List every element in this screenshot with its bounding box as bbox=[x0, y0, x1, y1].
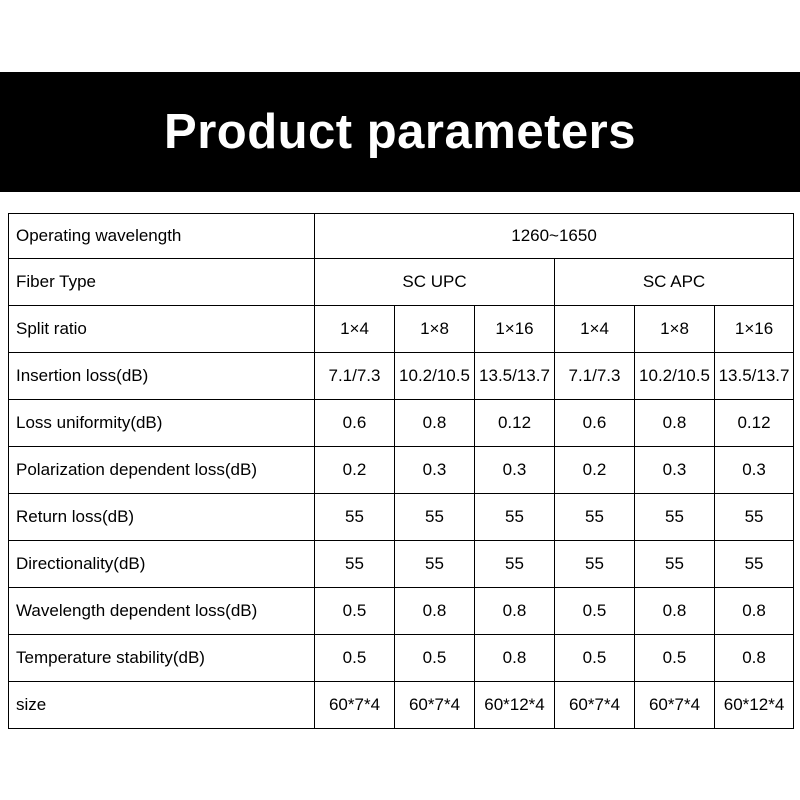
row-label: Split ratio bbox=[9, 306, 315, 353]
table-cell: 60*7*4 bbox=[555, 682, 635, 729]
table-cell: 60*12*4 bbox=[475, 682, 555, 729]
row-label: Loss uniformity(dB) bbox=[9, 400, 315, 447]
parameters-table bbox=[8, 213, 794, 729]
table-cell: 1×8 bbox=[395, 306, 475, 353]
row-label: Polarization dependent loss(dB) bbox=[9, 447, 315, 494]
table-cell: 10.2/10.5 bbox=[395, 353, 475, 400]
table-cell: 0.8 bbox=[635, 588, 715, 635]
table-cell: 0.8 bbox=[635, 400, 715, 447]
table-row bbox=[9, 353, 794, 400]
table-cell: 55 bbox=[395, 541, 475, 588]
table-row-fiber-type bbox=[9, 259, 794, 306]
table-row bbox=[9, 682, 794, 729]
table-cell: 0.8 bbox=[715, 588, 794, 635]
table-row bbox=[9, 588, 794, 635]
row-label: Insertion loss(dB) bbox=[9, 353, 315, 400]
table-cell: 55 bbox=[715, 541, 794, 588]
row-label: Return loss(dB) bbox=[9, 494, 315, 541]
table-cell: 7.1/7.3 bbox=[555, 353, 635, 400]
table-cell: 0.5 bbox=[555, 635, 635, 682]
table-cell: 55 bbox=[315, 494, 395, 541]
table-row bbox=[9, 400, 794, 447]
table-cell: 13.5/13.7 bbox=[715, 353, 794, 400]
table-cell: 0.5 bbox=[635, 635, 715, 682]
table-row bbox=[9, 447, 794, 494]
table-cell: 13.5/13.7 bbox=[475, 353, 555, 400]
table-cell: 55 bbox=[475, 541, 555, 588]
table-cell: 0.3 bbox=[715, 447, 794, 494]
table-cell: 1×4 bbox=[315, 306, 395, 353]
row-label: Directionality(dB) bbox=[9, 541, 315, 588]
table-cell: 55 bbox=[555, 494, 635, 541]
table-cell: 60*12*4 bbox=[715, 682, 794, 729]
table-cell: 0.8 bbox=[475, 588, 555, 635]
table-cell: 0.8 bbox=[395, 400, 475, 447]
table-cell: 0.12 bbox=[715, 400, 794, 447]
table-cell: 0.6 bbox=[555, 400, 635, 447]
table-cell: 0.3 bbox=[635, 447, 715, 494]
table-cell: 1×16 bbox=[475, 306, 555, 353]
table-cell: 60*7*4 bbox=[315, 682, 395, 729]
fiber-group-apc: SC APC bbox=[555, 259, 794, 306]
row-label: size bbox=[9, 682, 315, 729]
table-cell: 0.12 bbox=[475, 400, 555, 447]
title-banner bbox=[0, 72, 800, 192]
table-cell: 0.2 bbox=[555, 447, 635, 494]
table-cell: 0.5 bbox=[315, 588, 395, 635]
table-cell: 10.2/10.5 bbox=[635, 353, 715, 400]
table-cell: 60*7*4 bbox=[395, 682, 475, 729]
table-cell: 55 bbox=[715, 494, 794, 541]
table-cell: 55 bbox=[475, 494, 555, 541]
table-cell: 60*7*4 bbox=[635, 682, 715, 729]
table-cell: 55 bbox=[315, 541, 395, 588]
wavelength-value: 1260~1650 bbox=[315, 214, 794, 259]
row-label: Operating wavelength bbox=[9, 214, 315, 259]
table-row bbox=[9, 635, 794, 682]
table-row-wavelength bbox=[9, 214, 794, 259]
table-cell: 1×16 bbox=[715, 306, 794, 353]
table-cell: 55 bbox=[635, 541, 715, 588]
table-row bbox=[9, 541, 794, 588]
table-cell: 55 bbox=[555, 541, 635, 588]
table-cell: 0.8 bbox=[475, 635, 555, 682]
table-cell: 0.5 bbox=[315, 635, 395, 682]
row-label: Temperature stability(dB) bbox=[9, 635, 315, 682]
table-cell: 0.8 bbox=[395, 588, 475, 635]
table-cell: 55 bbox=[395, 494, 475, 541]
table-cell: 1×4 bbox=[555, 306, 635, 353]
row-label: Fiber Type bbox=[9, 259, 315, 306]
row-label: Wavelength dependent loss(dB) bbox=[9, 588, 315, 635]
table-cell: 0.3 bbox=[475, 447, 555, 494]
table-cell: 0.8 bbox=[715, 635, 794, 682]
table-row bbox=[9, 494, 794, 541]
page-title: Product parameters bbox=[164, 105, 636, 159]
table-cell: 1×8 bbox=[635, 306, 715, 353]
table-cell: 7.1/7.3 bbox=[315, 353, 395, 400]
table-cell: 55 bbox=[635, 494, 715, 541]
table-cell: 0.3 bbox=[395, 447, 475, 494]
table-cell: 0.6 bbox=[315, 400, 395, 447]
parameters-table-body bbox=[9, 214, 794, 729]
table-cell: 0.5 bbox=[555, 588, 635, 635]
fiber-group-upc: SC UPC bbox=[315, 259, 555, 306]
table-cell: 0.2 bbox=[315, 447, 395, 494]
table-cell: 0.5 bbox=[395, 635, 475, 682]
table-row bbox=[9, 306, 794, 353]
